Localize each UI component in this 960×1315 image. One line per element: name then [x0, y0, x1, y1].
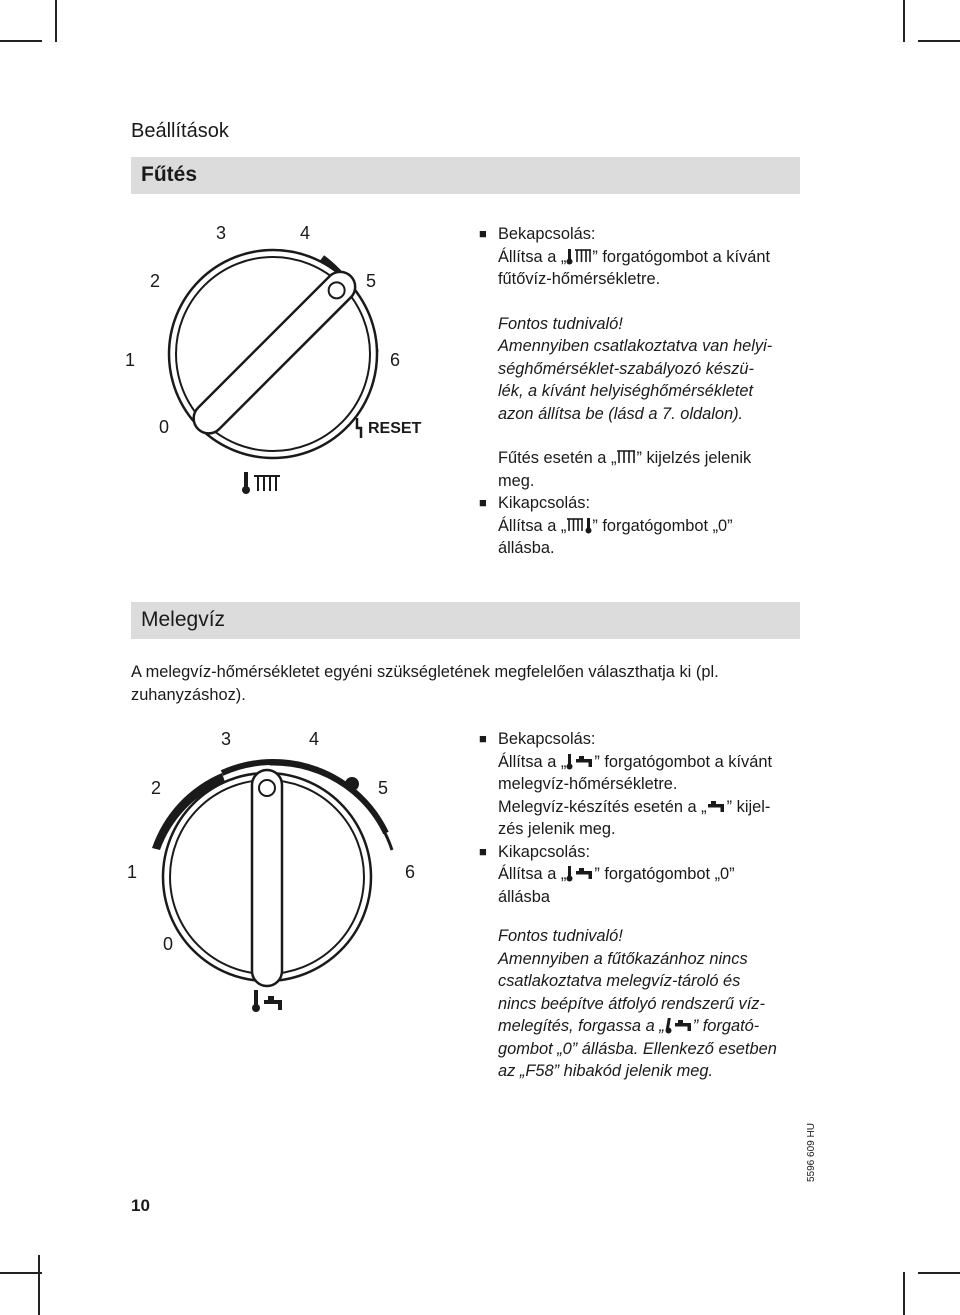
bullet-icon: ■	[479, 226, 487, 241]
futes-on-line1: Állítsa a „ ” forgatógombot a kívánt	[498, 247, 770, 266]
dial-scale-0: 0	[159, 417, 170, 437]
dial-scale-0: 0	[163, 934, 174, 954]
futes-on-line2: fűtővíz-hőmérsékletre.	[498, 270, 661, 288]
crop-mark	[38, 1255, 40, 1315]
dial-scale-2: 2	[151, 778, 162, 798]
crop-mark	[0, 1272, 42, 1274]
thermometer-icon	[252, 990, 260, 1012]
dial-scale-5: 5	[378, 778, 389, 798]
thermometer-radiator-icon	[566, 248, 592, 265]
melegviz-note-line: az „F58” hibakód jelenik meg.	[498, 1062, 714, 1080]
thermometer-tap-icon	[566, 865, 594, 882]
dial-pointer-bar	[252, 770, 282, 986]
futes-note-line: Amennyiben csatlakoztatva van helyi-	[498, 337, 773, 355]
dial-scale-6: 6	[405, 862, 416, 882]
section-title-melegviz: Melegvíz	[141, 608, 226, 631]
melegviz-off-line1: Állítsa a „ ” forgatógombot „0”	[498, 865, 735, 883]
tap-icon	[264, 996, 282, 1010]
reset-lightning-icon	[357, 418, 361, 438]
melegviz-note-line: melegítés, forgassa a „ ” forgató-	[498, 1017, 760, 1035]
dial-scale-4: 4	[300, 223, 311, 243]
intro-line: A melegvíz-hőmérsékletet egyéni szükségletének megfelelően választhatja ki (pl.	[131, 663, 719, 681]
radiator-icon	[616, 449, 636, 466]
crop-mark	[903, 1272, 905, 1315]
futes-off-line2: állásba.	[498, 539, 555, 557]
melegviz-note-line: csatlakoztatva melegvíz-tároló és	[498, 972, 741, 990]
tap-icon	[707, 798, 727, 815]
heating-dial	[115, 210, 435, 510]
futes-on-heading: Bekapcsolás:	[498, 225, 596, 243]
thermometer-tap-icon	[665, 1017, 693, 1034]
dial-scale-2: 2	[150, 271, 161, 291]
melegviz-off-heading: Kikapcsolás:	[498, 842, 591, 861]
dial-pointer-mark	[259, 780, 275, 796]
thermometer-icon	[242, 472, 250, 494]
dial-scale-5: 5	[366, 271, 377, 291]
crop-mark	[903, 0, 905, 42]
futes-display-line1: Fűtés esetén a „ ” kijelzés jelenik	[498, 449, 752, 467]
melegviz-intro	[131, 661, 801, 707]
futes-note-line: azon állítsa be (lásd a 7. oldalon).	[498, 404, 744, 423]
melegviz-off-line2: állásba	[498, 887, 550, 906]
bullet-icon: ■	[479, 843, 487, 859]
dial-scale-4: 4	[309, 729, 320, 749]
melegviz-on-line1: Állítsa a „ ” forgatógombot a kívánt	[498, 752, 772, 771]
hot-water-dial	[115, 715, 435, 1025]
dial-scale-1: 1	[125, 350, 136, 370]
crop-mark	[918, 40, 960, 42]
melegviz-note-line: nincs beépítve átfolyó rendszerű víz-	[498, 994, 765, 1013]
futes-instructions	[479, 223, 818, 560]
crop-mark	[918, 1272, 960, 1274]
section-bar-futes	[131, 157, 800, 194]
melegviz-on-line2: melegvíz-hőmérsékletre.	[498, 775, 678, 793]
futes-off-line1: Állítsa a „ ” forgatógombot „0”	[498, 516, 733, 535]
futes-note-heading: Fontos tudnivaló!	[498, 314, 623, 333]
intro-line: zuhanyzáshoz).	[131, 686, 246, 704]
radiator-thermometer-icon	[566, 517, 592, 534]
dial-scale-1: 1	[127, 862, 138, 882]
reset-label: RESET	[368, 420, 422, 437]
dial-max-dot	[345, 777, 359, 791]
bullet-icon: ■	[479, 495, 487, 510]
page-header: Beállítások	[131, 120, 229, 142]
melegviz-note-line: Amennyiben a fűtőkazánhoz nincs	[498, 949, 748, 968]
crop-mark	[55, 0, 57, 42]
melegviz-note-heading: Fontos tudnivaló!	[498, 927, 623, 945]
thermometer-tap-icon	[566, 753, 594, 770]
melegviz-note-line: gombot „0” állásba. Ellenkező esetben	[498, 1039, 777, 1058]
section-bar-melegviz	[131, 602, 800, 639]
document-id: 5596 609 HU	[806, 1123, 817, 1182]
melegviz-on-heading: Bekapcsolás:	[498, 730, 596, 748]
futes-note-line: lék, a kívánt helyiséghőmérsékletet	[498, 382, 754, 400]
melegviz-on-line3: Melegvíz-készítés esetén a „ ” kijel-	[498, 797, 771, 816]
futes-off-heading: Kikapcsolás:	[498, 494, 591, 512]
bullet-icon: ■	[479, 731, 487, 746]
melegviz-on-line4: zés jelenik meg.	[498, 820, 616, 838]
page-number: 10	[131, 1196, 150, 1215]
dial-scale-3: 3	[216, 223, 227, 243]
futes-display-line2: meg.	[498, 471, 535, 490]
futes-note-line: séghőmérséklet-szabályozó készü-	[498, 359, 754, 378]
dial-scale-6: 6	[390, 350, 401, 370]
dial-scale-3: 3	[221, 729, 232, 749]
radiator-icon	[254, 476, 280, 491]
crop-mark	[0, 40, 42, 42]
melegviz-instructions	[479, 728, 818, 1083]
section-title-futes: Fűtés	[141, 163, 198, 186]
